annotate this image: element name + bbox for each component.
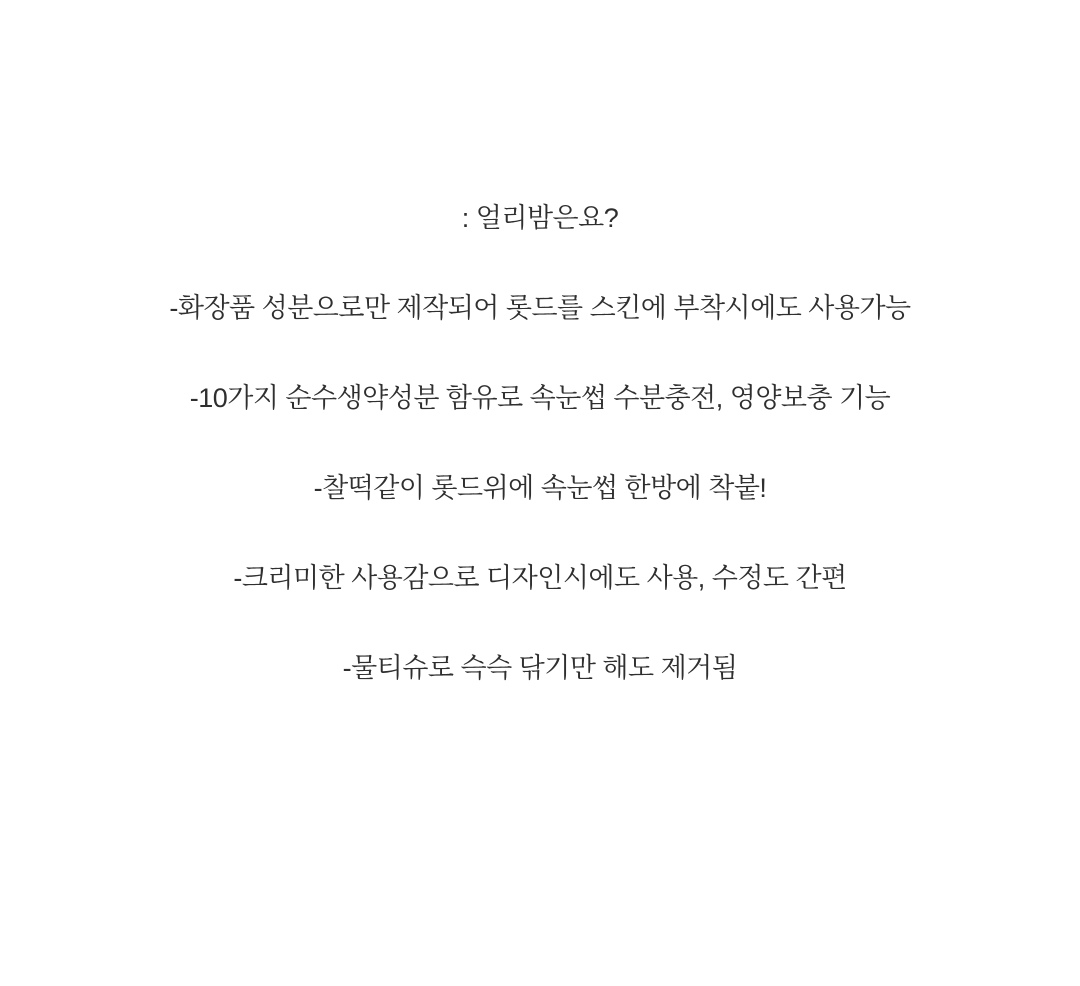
description-line-removal: -물티슈로 슥슥 닦기만 해도 제거됨 bbox=[342, 653, 738, 683]
description-line-ingredients: -화장품 성분으로만 제작되어 롯드를 스킨에 부착시에도 사용가능 bbox=[169, 293, 911, 323]
description-line-creamy: -크리미한 사용감으로 디자인시에도 사용, 수정도 간편 bbox=[233, 563, 847, 593]
description-title: : 얼리밤은요? bbox=[461, 203, 619, 233]
description-line-adhesion: -찰떡같이 롯드위에 속눈썹 한방에 착붙! bbox=[313, 473, 767, 503]
description-line-herbal: -10가지 순수생약성분 함유로 속눈썹 수분충전, 영양보충 기능 bbox=[189, 383, 891, 413]
